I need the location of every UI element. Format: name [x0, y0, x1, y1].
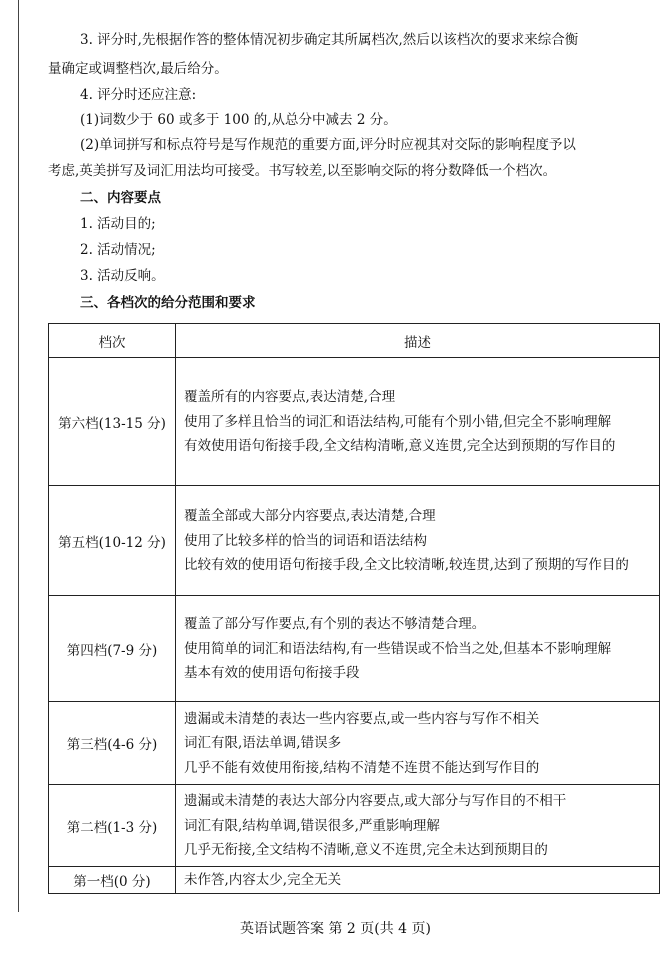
table-row: [49, 867, 660, 894]
level-cell: 第五档(10-12 分): [49, 486, 176, 596]
description-line: 未作答,内容太少,完全无关: [184, 871, 342, 888]
description-line: 覆盖全部或大部分内容要点,表达清楚,合理: [184, 508, 436, 525]
description-cell: [176, 702, 660, 785]
description-cell: [176, 867, 660, 894]
description-line: 有效使用语句衔接手段,全文结构清晰,意义连贯,完全达到预期的写作目的: [184, 438, 616, 455]
table-row: [49, 702, 660, 785]
description-cell: [176, 596, 660, 702]
description-cell: [176, 486, 660, 596]
table-row: [49, 785, 660, 867]
description-line: 词汇有限,语法单调,错误多: [184, 735, 342, 752]
content-point-3: 3. 活动反响。: [80, 268, 165, 284]
description-line: 几乎无衔接,全文结构不清晰,意义不连贯,完全未达到预期目的: [184, 842, 548, 859]
description-cell: [176, 358, 660, 486]
table-row: [49, 358, 660, 486]
description-line: 覆盖了部分写作要点,有个别的表达不够清楚合理。: [184, 616, 486, 633]
description-line: 使用了多样且恰当的词汇和语法结构,可能有个别小错,但完全不影响理解: [184, 413, 612, 430]
section-2-heading: 二、内容要点: [80, 190, 161, 206]
binding-margin-line: [18, 0, 19, 912]
note-sub-2-line-2: 考虑,英美拼写及词汇用法均可接受。书写较差,以至影响交际的将分数降低一个档次。: [48, 163, 557, 179]
level-cell: 第六档(13-15 分): [49, 358, 176, 486]
description-line: 几乎不能有效使用衔接,结构不清楚不连贯不能达到写作目的: [184, 759, 540, 776]
note-item-3-line-1: 3. 评分时,先根据作答的整体情况初步确定其所属档次,然后以该档次的要求来综合衡: [80, 32, 579, 48]
note-item-3-line-2: 量确定或调整档次,最后给分。: [48, 61, 228, 77]
description-line: 词汇有限,结构单调,错误很多,严重影响理解: [184, 817, 440, 834]
table-row: [49, 486, 660, 596]
description-line: 遗漏或未清楚的表达一些内容要点,或一些内容与写作不相关: [184, 710, 540, 727]
note-sub-1: (1)词数少于 60 或多于 100 的,从总分中减去 2 分。: [80, 112, 397, 128]
content-point-1: 1. 活动目的;: [80, 216, 156, 232]
level-cell: 第一档(0 分): [49, 867, 176, 894]
page-footer: 英语试题答案 第 2 页(共 4 页): [240, 921, 431, 937]
table-row: [49, 596, 660, 702]
description-line: 遗漏或未清楚的表达大部分内容要点,或大部分与写作目的不相干: [184, 793, 567, 810]
description-cell: [176, 785, 660, 867]
grading-table: [48, 323, 660, 894]
description-line: 比较有效的使用语句衔接手段,全文比较清晰,较连贯,达到了预期的写作目的: [184, 557, 629, 574]
level-cell: 第三档(4-6 分): [49, 702, 176, 785]
content-point-2: 2. 活动情况;: [80, 242, 156, 258]
header-level: 档次: [49, 324, 176, 358]
section-3-heading: 三、各档次的给分范围和要求: [80, 295, 256, 311]
description-line: 使用简单的词汇和语法结构,有一些错误或不恰当之处,但基本不影响理解: [184, 640, 612, 657]
description-line: 基本有效的使用语句衔接手段: [184, 665, 360, 682]
note-sub-2-line-1: (2)单词拼写和标点符号是写作规范的重要方面,评分时应视其对交际的影响程度予以: [80, 137, 576, 153]
level-cell: 第二档(1-3 分): [49, 785, 176, 867]
header-description: 描述: [176, 324, 660, 358]
description-line: 使用了比较多样的恰当的词语和语法结构: [184, 532, 427, 549]
table-header-row: [49, 324, 660, 358]
level-cell: 第四档(7-9 分): [49, 596, 176, 702]
note-item-4: 4. 评分时还应注意:: [80, 87, 197, 103]
description-line: 覆盖所有的内容要点,表达清楚,合理: [184, 389, 396, 406]
